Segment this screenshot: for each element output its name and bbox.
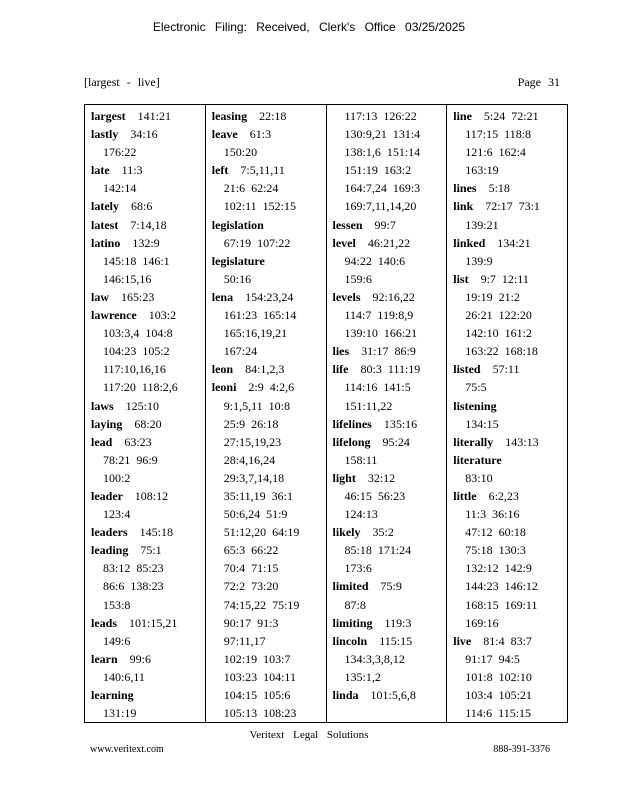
index-page-refs: 165:23 [121,289,155,304]
index-continuation: 104:15 105:6 [223,688,291,702]
index-page-refs: 101:5,6,8 [370,688,416,702]
index-continuation: 97:11,17 [223,633,266,648]
index-word: lifelines [332,416,372,431]
index-page-refs: 72:17 73:1 [485,199,540,214]
index-continuation: 135:1,2 [344,669,381,684]
index-continuation: 144:23 146:12 [465,579,538,594]
index-page-refs: 135:16 [383,416,418,431]
index-continuation: 86:6 138:23 [103,579,164,594]
index-continuation: 165:16,19,21 [223,326,288,341]
index-entry [453,451,567,469]
index-word: lies [332,344,350,359]
index-entry [91,487,205,505]
index-entry [453,270,567,288]
index-continuation: 149:6 [103,633,131,648]
index-continuation: 161:23 165:14 [223,308,297,323]
index-word: legislature [211,253,265,268]
index-continuation: 27:15,19,23 [223,434,282,449]
index-word: listening [453,398,497,413]
index-entry [212,360,326,378]
index-continuation: 142:14 [103,181,137,196]
index-continuation: 102:11 152:15 [223,199,296,214]
index-word: largest [91,109,126,123]
index-word: lawrence [91,308,137,323]
index-continuation: 114:16 141:5 [344,380,411,395]
index-continuation: 169:7,11,14,20 [344,199,417,214]
index-continuation: 21:6 62:24 [223,181,279,196]
index-entry [91,433,205,451]
index-continuation: 114:6 115:15 [465,706,532,721]
index-continuation: 70:4 71:15 [223,561,279,576]
index-page-refs: 75:1 [140,543,162,558]
index-continuation: 139:9 [465,253,493,268]
index-page-refs: 141:21 [137,109,171,123]
index-entry [453,360,567,378]
index-continuation: 104:23 105:2 [103,344,170,359]
index-continuation: 134:15 [465,416,499,431]
index-entry [333,234,447,252]
index-word: leasing [211,109,248,123]
index-entry [91,541,205,559]
index-entry [333,577,447,595]
index-page-refs: 84:1,2,3 [245,362,285,377]
index-word: lately [91,199,119,214]
index-continuation: 101:8 102:10 [465,669,532,684]
index-word: life [332,362,349,377]
index-entry [333,216,447,234]
index-continuation: 117:15 118:8 [465,127,532,142]
index-continuation: 25:9 26:18 [223,416,279,431]
index-word: list [453,271,469,286]
index-word: limiting [332,615,373,630]
index-page-refs: 68:6 [131,199,153,214]
index-entry [91,523,205,541]
index-continuation: 105:13 108:23 [223,706,297,721]
index-word: leads [91,615,118,630]
index-word: leoni [211,380,237,395]
index-word: limited [332,579,369,594]
index-word: late [91,163,110,178]
index-word: leaders [91,525,128,540]
index-entry [333,614,447,632]
index-word: line [453,109,472,123]
index-entry [453,487,567,505]
index-entry [91,306,205,324]
index-word: link [453,199,474,214]
index-column [205,105,326,722]
index-continuation: 124:13 [344,507,378,522]
index-word: lifelong [332,434,371,449]
index-page-refs: 5:18 [488,181,510,196]
index-page-refs: 145:18 [139,525,173,540]
index-page-refs: 134:21 [497,235,531,250]
index-continuation: 132:12 142:9 [465,561,532,576]
index-page-refs: 57:11 [492,362,520,377]
index-page-refs: 101:15,21 [129,615,178,630]
index-page-refs: 95:24 [382,434,410,449]
index-word: linda [332,688,359,702]
index-continuation: 87:8 [344,597,366,612]
footer-phone: 888-391-3376 [493,744,550,755]
index-continuation: 123:4 [103,507,131,522]
index-page-refs: 154:23,24 [245,289,294,304]
index-word: lead [91,434,113,449]
index-page-refs: 7:5,11,11 [240,163,285,178]
index-continuation: 117:13 126:22 [344,109,417,123]
index-continuation: 139:21 [465,217,499,232]
index-page-refs: 103:2 [148,308,177,323]
footer-company: Veritext Legal Solutions [249,729,369,741]
index-word: live [453,633,472,648]
index-page-refs: 92:16,22 [372,289,415,304]
index-continuation: 167:24 [223,344,258,359]
index-continuation: 117:10,16,16 [103,362,166,377]
index-continuation: 139:10 166:21 [344,326,418,341]
index-word: likely [332,525,361,540]
index-entry [91,614,205,632]
index-continuation: 158:11 [344,452,378,467]
index-continuation: 103:3,4 104:8 [103,326,173,341]
index-continuation: 28:4,16,24 [223,452,276,467]
index-word: laying [91,416,123,431]
index-continuation: 130:9,21 131:4 [344,127,421,142]
index-column [85,105,205,722]
index-page-refs: 125:10 [125,398,160,413]
index-continuation: 169:16 [465,615,499,630]
index-continuation: 164:7,24 169:3 [344,181,421,196]
index-page-refs: 5:24 72:21 [483,109,539,123]
index-word: legislation [211,217,264,232]
index-continuation: 146:15,16 [103,271,152,286]
index-entry [333,632,447,650]
index-continuation: 168:15 169:11 [465,597,538,612]
index-page-refs: 75:9 [380,579,402,594]
index-continuation: 102:19 103:7 [223,651,291,666]
index-word: latino [91,235,121,250]
index-word: leon [211,362,234,377]
index-page-refs: 2:9 4:2,6 [248,380,295,395]
index-page-refs: 34:16 [130,127,158,142]
index-continuation: 159:6 [344,271,372,286]
index-continuation: 72:2 73:20 [223,579,279,594]
index-word: left [211,163,229,178]
index-word: lessen [332,217,363,232]
index-entry [212,378,326,396]
index-entry [91,415,205,433]
index-entry [333,342,447,360]
index-word: literature [453,452,502,467]
index-page-refs: 46:21,22 [367,235,411,250]
index-continuation: 151:19 163:2 [344,163,412,178]
index-continuation: 100:2 [103,470,131,485]
index-continuation: 90:17 91:3 [223,615,279,630]
index-entry [212,107,326,125]
index-page-refs: 31:17 86:9 [361,344,416,359]
index-entry [91,161,205,179]
index-word: leave [211,127,238,142]
index-page-refs: 9:7 12:11 [480,271,529,286]
index-column [326,105,447,722]
index-continuation: 121:6 162:4 [465,145,526,160]
index-continuation: 50:6,24 51:9 [223,507,288,522]
index-continuation: 74:15,22 75:19 [223,597,300,612]
index-entry [453,234,567,252]
index-page-refs: 119:3 [384,615,412,630]
index-entry [333,469,447,487]
index-continuation: 173:6 [344,561,372,576]
index-entry [91,125,205,143]
index-continuation: 35:11,19 36:1 [223,488,293,503]
index-entry [91,650,205,668]
index-page-refs: 115:15 [379,633,413,648]
index-continuation: 94:22 140:6 [344,253,406,268]
index-continuation: 65:3 66:22 [223,543,279,558]
index-continuation: 83:10 [465,470,493,485]
index-word: level [332,235,356,250]
index-word: lastly [91,127,119,142]
index-entry [333,360,447,378]
index-continuation: 91:17 94:5 [465,651,520,666]
index-continuation: 50:16 [223,271,252,286]
index-entry [91,216,205,234]
index-entry [453,397,567,415]
index-page-refs: 99:7 [374,217,396,232]
index-word: latest [91,217,119,232]
index-entry [91,107,205,125]
footer-website: www.veritext.com [90,744,164,755]
filing-stamp: Electronic Filing: Received, Clerk's Office 03/25/2025 [152,20,466,34]
index-continuation: 78:21 96:9 [103,452,158,467]
index-page-refs: 7:14,18 [130,217,167,232]
index-word: leading [91,543,129,558]
index-continuation: 29:3,7,14,18 [223,470,285,485]
index-entry [212,161,326,179]
index-page-refs: 6:2,23 [488,488,519,503]
index-page-refs: 11:3 [121,163,143,178]
index-word: lena [211,289,234,304]
index-continuation: 163:19 [465,163,499,178]
index-word: light [332,470,356,485]
index-continuation: 140:6,11 [103,669,145,684]
index-continuation: 153:8 [103,597,131,612]
index-continuation: 138:1,6 151:14 [344,145,421,160]
index-page-refs: 22:18 [259,109,287,123]
index-continuation: 103:23 104:11 [223,669,296,684]
index-entry [453,197,567,215]
index-entry [91,397,205,415]
index-word: learn [91,651,118,666]
index-page-refs: 99:6 [129,651,152,666]
index-continuation: 176:22 [103,145,137,160]
index-page-refs: 108:12 [134,488,169,503]
index-page-refs: 81:4 83:7 [483,633,532,648]
index-range-header: [largest - live] [84,75,160,89]
index-entry [91,686,205,704]
index-word: lines [453,181,477,196]
index-page-refs: 61:3 [249,127,272,142]
index-continuation: 142:10 161:2 [465,326,532,341]
index-page-refs: 63:23 [124,434,152,449]
index-entry [212,252,326,270]
index-entry [212,288,326,306]
index-word: lincoln [332,633,368,648]
index-word: levels [332,289,361,304]
index-continuation: 67:19 107:22 [223,235,291,250]
index-continuation: 131:19 [103,706,137,721]
index-entry [333,288,447,306]
index-entry [91,288,205,306]
index-continuation: 145:18 146:1 [103,253,170,268]
index-continuation: 134:3,3,8,12 [344,651,405,666]
page-number: Page 31 [517,75,560,89]
index-entry [453,433,567,451]
index-page-refs: 35:2 [372,525,394,540]
index-page-refs: 32:12 [367,470,396,485]
index-word: little [453,488,477,503]
index-continuation: 26:21 122:20 [465,308,532,323]
index-continuation: 150:20 [223,145,258,160]
index-entry [453,632,567,650]
index-entry [91,234,205,252]
index-entry [333,523,447,541]
index-word: law [91,289,109,304]
index-word: laws [91,398,114,413]
index-page-refs: 68:20 [134,416,162,431]
index-entry [212,216,326,234]
index-continuation: 51:12,20 64:19 [223,525,300,540]
index-page-refs: 132:9 [132,235,160,250]
index-continuation: 11:3 36:16 [465,507,520,522]
index-entry [333,433,447,451]
index-continuation: 75:18 130:3 [465,543,526,558]
index-continuation: 103:4 105:21 [465,688,532,702]
index-continuation: 9:1,5,11 10:8 [223,398,290,413]
index-word: literally [453,434,494,449]
index-word: linked [453,235,486,250]
index-continuation: 114:7 119:8,9 [344,308,414,323]
index-continuation: 47:12 60:18 [465,525,526,540]
index-continuation: 85:18 171:24 [344,543,412,558]
index-entry [91,197,205,215]
index-page-refs: 143:13 [505,434,539,449]
index-continuation: 117:20 118:2,6 [103,380,178,395]
index-continuation: 46:15 56:23 [344,488,406,503]
index-continuation: 19:19 21:2 [465,289,520,304]
index-word: learning [91,688,134,702]
index-word: listed [453,362,481,377]
index-page-refs: 80:3 111:19 [360,362,421,377]
index-word: leader [91,488,123,503]
index-continuation: 83:12 85:23 [103,561,164,576]
index-entry [212,125,326,143]
index-entry [333,415,447,433]
index-continuation: 75:5 [465,380,487,395]
index-entry [333,686,447,704]
index-column [446,105,567,722]
index-continuation: 151:11,22 [344,398,393,413]
word-index-table [84,104,568,723]
index-continuation: 163:22 168:18 [465,344,538,359]
index-entry [453,107,567,125]
index-entry [453,179,567,197]
